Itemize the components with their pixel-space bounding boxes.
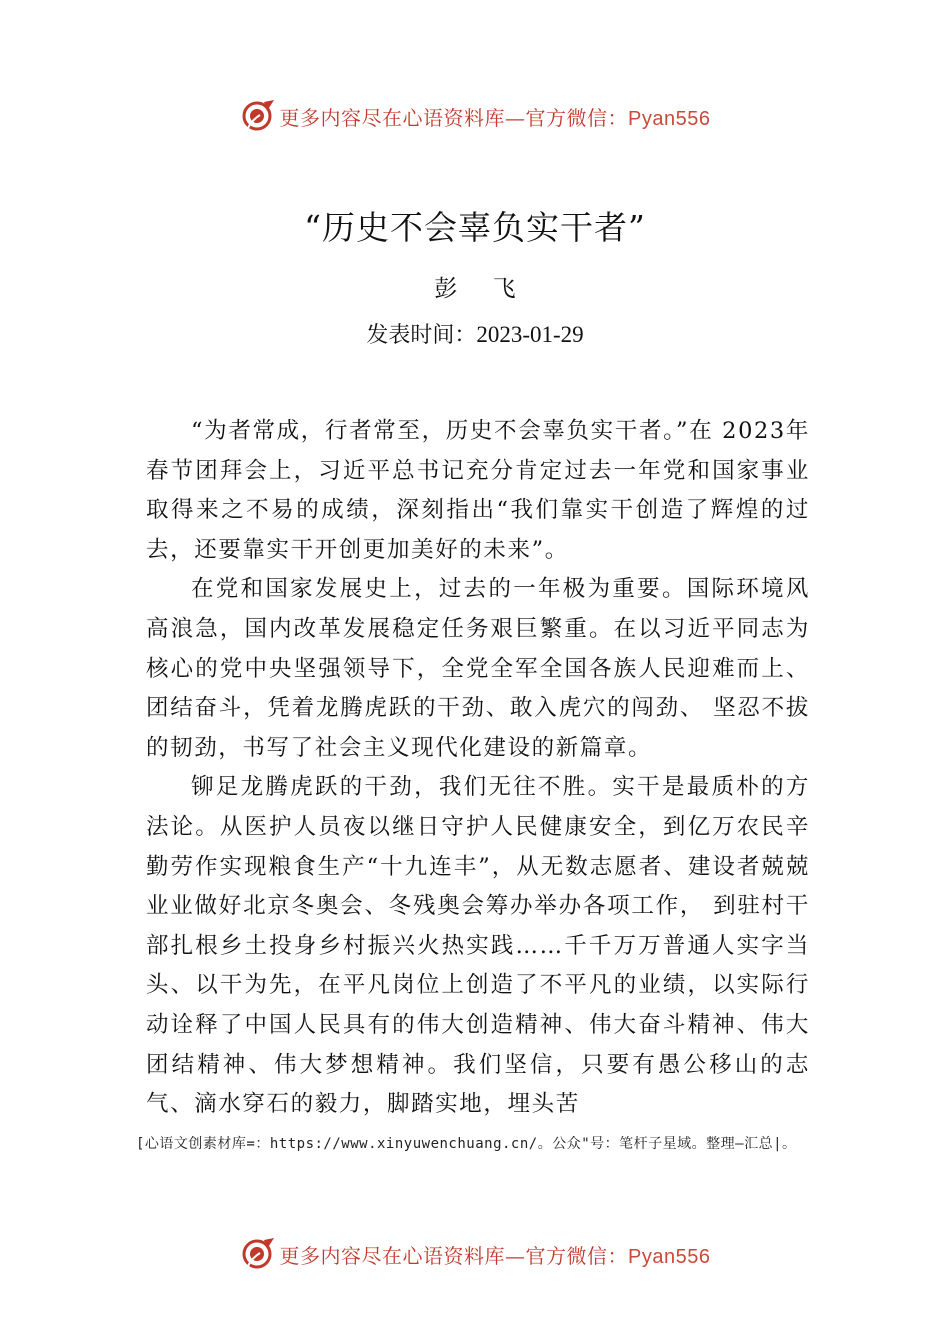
wechat-id: Pyan556 (628, 107, 711, 130)
source-footnote: [心语文创素材库=：https://www.xinyuwenchuang.cn/。公众"号：笔杆子星域。整理—汇总|。 (136, 1136, 797, 1152)
publish-date-value: 2023-01-29 (476, 322, 584, 347)
publish-date-label: 发表时间： (366, 323, 477, 348)
paragraph-1: “为者常成，行者常至，历史不会辜负实干者。”在 2023年春节团拜会上，习近平总书记充分肯定过去一年党和国家事业取得来之不易的成绩，深刻指出“我们靠实干创造了辉煌的过去，还要靠实干开创更加美好的未来”。 (146, 418, 810, 563)
article-title: “历史不会辜负实干者” (304, 208, 646, 247)
article-author: 彭 飞 (434, 276, 530, 302)
publish-date (0, 318, 950, 349)
footer-watermark (0, 1234, 950, 1274)
pen-seal-logo-icon (240, 1236, 276, 1272)
article-body (146, 412, 810, 1125)
watermark-text: 更多内容尽在心语资料库—官方微信：Pyan556 (279, 1243, 711, 1268)
paragraph-2: 在党和国家发展史上，过去的一年极为重要。国际环境风高浪急，国内改革发展稳定任务艰巨繁重。在以习近平同志为核心的党中央坚强领导下，全党全军全国各族人民迎难而上、团结奋斗，凭着龙腾虎跃的干劲、敢入虎穴的闯劲、 坚忍不拔的韧劲，书写了社会主义现代化建设的新篇章。 (146, 576, 810, 761)
watermark-text: 更多内容尽在心语资料库—官方微信：Pyan556 (279, 105, 711, 130)
paragraph-3: 铆足龙腾虎跃的干劲，我们无往不胜。实干是最质朴的方法论。从医护人员夜以继日守护人民健康安全，到亿万农民辛勤劳作实现粮食生产“十九连丰”，从无数志愿者、建设者兢兢业业做好北京冬奥会、冬残奥会筹办举办各项工作， 到驻村干部扎根乡土投身乡村振兴火热实践……千千万万普通人实字当头、以干为先，在平凡岗位上创造了不平凡的业绩，以实际行动诠释了中国人民具有的伟大创造精神、伟大奋斗精神、伟大团结精神、伟大梦想精神。我们坚信，只要有愚公移山的志气、滴水穿石的毅力，脚踏实地，埋头苦 (146, 774, 810, 1118)
wechat-id: Pyan556 (628, 1245, 711, 1268)
pen-seal-logo-icon (240, 98, 276, 134)
header-watermark (0, 96, 950, 136)
